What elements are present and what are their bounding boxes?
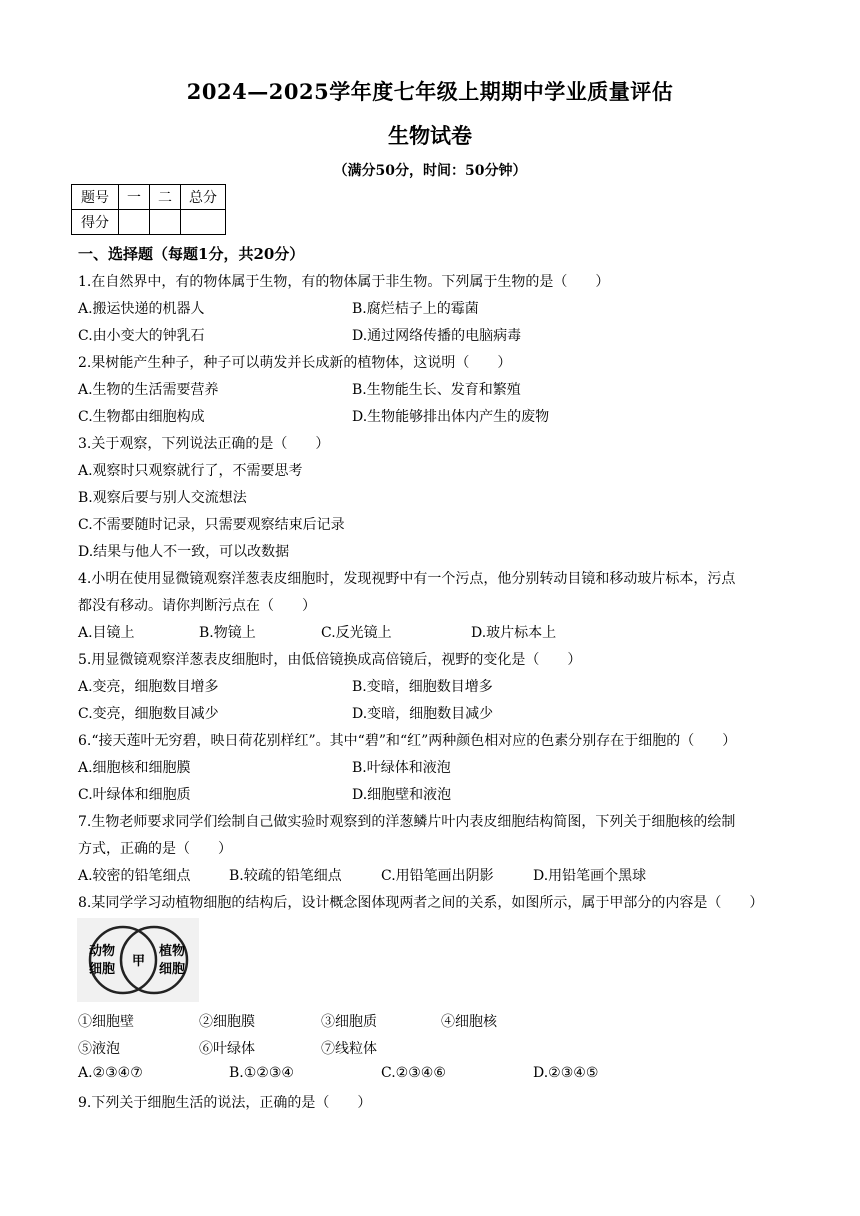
option-4a: A.目镜上 bbox=[78, 625, 135, 641]
option-2b: B.生物能生长、发育和繁殖 bbox=[352, 382, 521, 398]
option-1d: D.通过网络传播的电脑病毒 bbox=[352, 328, 522, 344]
venn-left-label-1: 动物 bbox=[89, 944, 116, 959]
question-2-stem: 2.果树能产生种子，种子可以萌发并长成新的植物体，这说明（ ） bbox=[78, 355, 512, 371]
exam-note: （满分50分，时间：50分钟） bbox=[333, 163, 527, 179]
venn-right-label-2: 细胞 bbox=[159, 962, 186, 977]
item-6: ⑥叶绿体 bbox=[199, 1041, 255, 1057]
score-row-label: 得分 bbox=[72, 210, 119, 235]
item-5: ⑤液泡 bbox=[78, 1041, 120, 1057]
question-4-stem-line-2: 都没有移动。请你判断污点在（ ） bbox=[78, 598, 316, 614]
option-7c: C.用铅笔画出阴影 bbox=[381, 868, 494, 884]
score-table-header-cell: 总分 bbox=[181, 185, 226, 210]
score-cell-total[interactable] bbox=[181, 210, 226, 235]
option-6d: D.细胞壁和液泡 bbox=[352, 787, 452, 803]
exam-title: 2024—2025学年度七年级上期期中学业质量评估 bbox=[186, 79, 674, 104]
option-1c: C.由小变大的钟乳石 bbox=[78, 328, 205, 344]
item-3: ③细胞质 bbox=[321, 1014, 377, 1030]
option-5c: C.变亮，细胞数目减少 bbox=[78, 706, 219, 722]
option-8a: A.②③④⑦ bbox=[78, 1065, 143, 1081]
item-2: ②细胞膜 bbox=[199, 1014, 255, 1030]
question-7-stem-line-1: 7.生物老师要求同学们绘制自己做实验时观察到的洋葱鳞片叶内表皮细胞结构简图，下列关于细胞核的绘制 bbox=[78, 814, 736, 830]
score-cell-1[interactable] bbox=[119, 210, 150, 235]
score-table-header-cell: 一 bbox=[119, 185, 150, 210]
score-table bbox=[71, 184, 226, 235]
question-5-stem: 5.用显微镜观察洋葱表皮细胞时，由低倍镜换成高倍镜后，视野的变化是（ ） bbox=[78, 652, 582, 668]
item-7: ⑦线粒体 bbox=[321, 1041, 377, 1057]
section-title: 一、选择题（每题1分，共20分） bbox=[78, 245, 305, 263]
venn-diagram bbox=[77, 918, 199, 1002]
question-9-stem: 9.下列关于细胞生活的说法，正确的是（ ） bbox=[78, 1095, 372, 1111]
exam-subtitle: 生物试卷 bbox=[388, 123, 472, 148]
question-4-stem-line-1: 4.小明在使用显微镜观察洋葱表皮细胞时，发现视野中有一个污点，他分别转动目镜和移动玻片标本，污点 bbox=[78, 571, 736, 587]
option-7d: D.用铅笔画个黑球 bbox=[533, 868, 647, 884]
option-6a: A.细胞核和细胞膜 bbox=[78, 760, 191, 776]
venn-circle-plant bbox=[121, 927, 187, 993]
option-3a: A.观察时只观察就行了，不需要思考 bbox=[78, 463, 303, 479]
venn-center-label: 甲 bbox=[132, 954, 146, 969]
option-4d: D.玻片标本上 bbox=[471, 625, 557, 641]
option-1b: B.腐烂桔子上的霉菌 bbox=[352, 301, 479, 317]
option-8b: B.①②③④ bbox=[229, 1065, 294, 1081]
venn-circle-animal bbox=[90, 927, 156, 993]
option-8d: D.②③④⑤ bbox=[533, 1065, 599, 1081]
option-3c: C.不需要随时记录，只需要观察结束后记录 bbox=[78, 517, 345, 533]
option-7a: A.较密的铅笔细点 bbox=[78, 868, 191, 884]
option-7b: B.较疏的铅笔细点 bbox=[229, 868, 342, 884]
venn-diagram-svg bbox=[77, 918, 199, 1002]
option-6b: B.叶绿体和液泡 bbox=[352, 760, 451, 776]
venn-left-label-2: 细胞 bbox=[89, 962, 116, 977]
score-table-header-row bbox=[72, 185, 226, 210]
option-5a: A.变亮，细胞数目增多 bbox=[78, 679, 219, 695]
item-4: ④细胞核 bbox=[441, 1014, 497, 1030]
option-1a: A.搬运快递的机器人 bbox=[78, 301, 205, 317]
option-4c: C.反光镜上 bbox=[321, 625, 392, 641]
score-table-header-cell: 题号 bbox=[72, 185, 119, 210]
question-8-stem: 8.某同学学习动植物细胞的结构后，设计概念图体现两者之间的关系，如图所示，属于甲部分的内容是（ ） bbox=[78, 895, 764, 911]
option-5b: B.变暗，细胞数目增多 bbox=[352, 679, 493, 695]
question-6-stem: 6.“接天莲叶无穷碧，映日荷花别样红”。其中“碧”和“红”两种颜色相对应的色素分别存在于细胞的（ ） bbox=[78, 733, 737, 749]
option-6c: C.叶绿体和细胞质 bbox=[78, 787, 191, 803]
question-7-stem-line-2: 方式，正确的是（ ） bbox=[78, 841, 232, 857]
option-3d: D.结果与他人不一致，可以改数据 bbox=[78, 544, 290, 560]
option-2a: A.生物的生活需要营养 bbox=[78, 382, 219, 398]
option-4b: B.物镜上 bbox=[199, 625, 256, 641]
option-2c: C.生物都由细胞构成 bbox=[78, 409, 205, 425]
option-3b: B.观察后要与别人交流想法 bbox=[78, 490, 247, 506]
score-cell-2[interactable] bbox=[150, 210, 181, 235]
score-table-score-row bbox=[72, 210, 226, 235]
item-1: ①细胞壁 bbox=[78, 1014, 134, 1030]
venn-right-label-1: 植物 bbox=[159, 944, 186, 959]
option-8c: C.②③④⑥ bbox=[381, 1065, 446, 1081]
question-1-stem: 1.在自然界中，有的物体属于生物，有的物体属于非生物。下列属于生物的是（ ） bbox=[78, 274, 610, 290]
question-3-stem: 3.关于观察，下列说法正确的是（ ） bbox=[78, 436, 330, 452]
score-table-header-cell: 二 bbox=[150, 185, 181, 210]
option-2d: D.生物能够排出体内产生的废物 bbox=[352, 409, 550, 425]
option-5d: D.变暗，细胞数目减少 bbox=[352, 706, 494, 722]
